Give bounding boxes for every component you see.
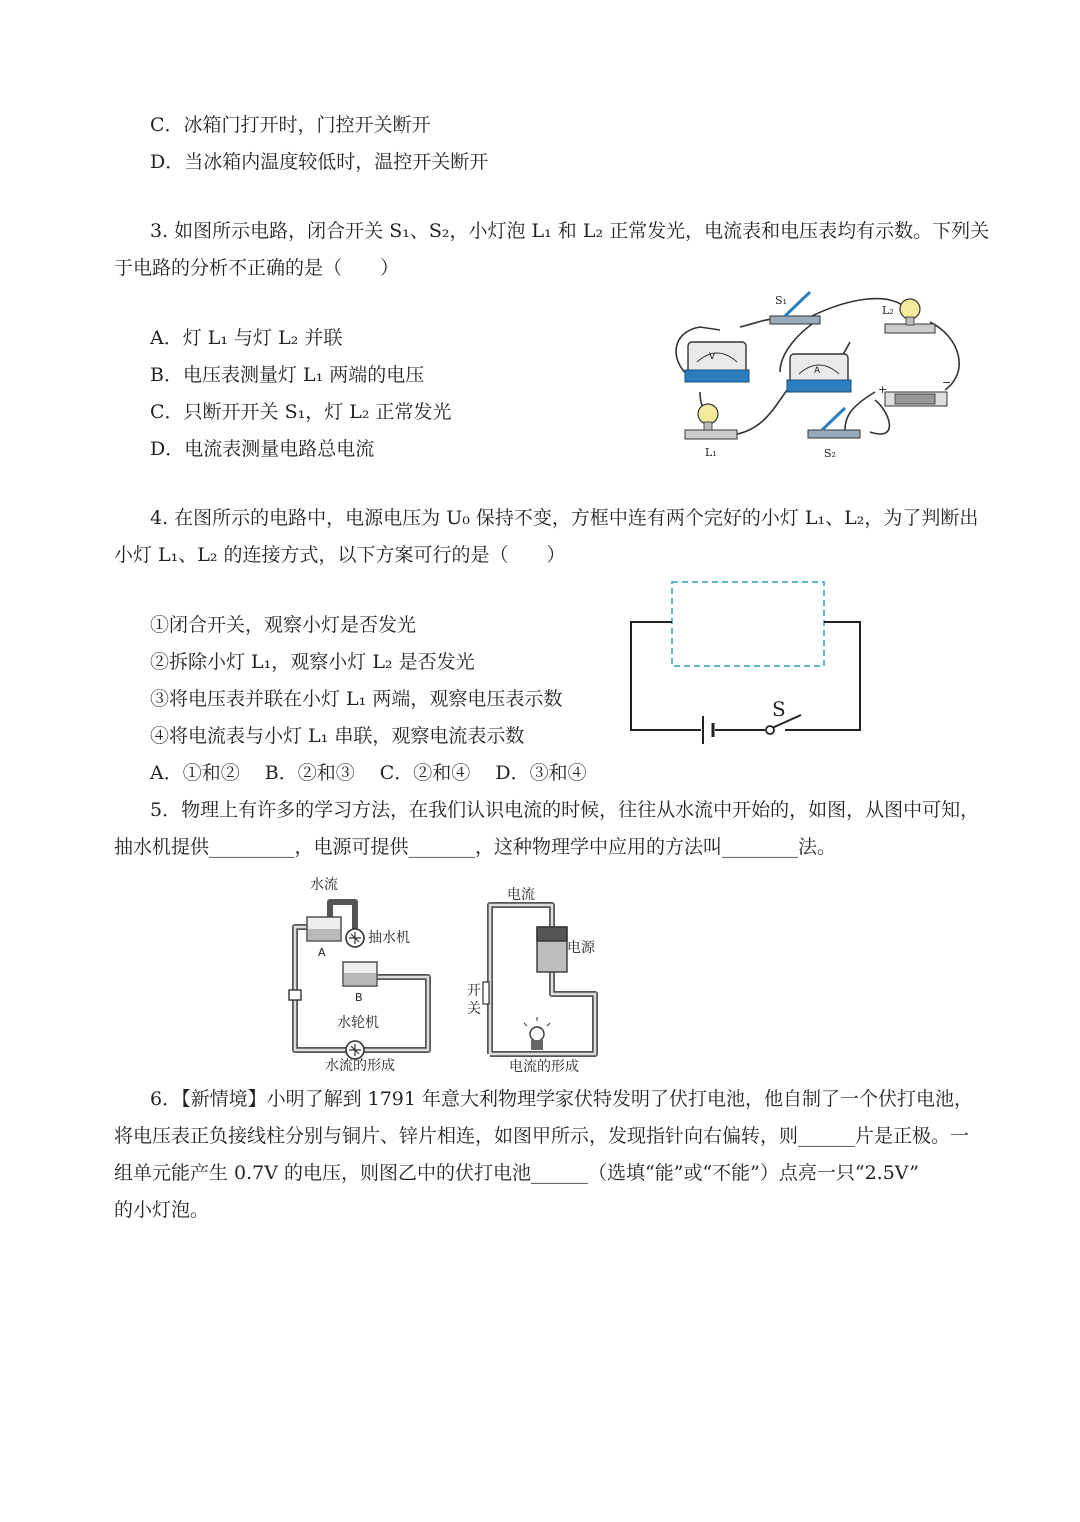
q4-item-2: ②拆除小灯 L₁，观察小灯 L₂ 是否发光: [150, 651, 475, 673]
q4-item-1: ①闭合开关，观察小灯是否发光: [150, 614, 417, 636]
q3-circuit-figure: [660, 282, 970, 467]
switch-label-bottom: 关: [467, 1001, 481, 1017]
switch-icon: [483, 982, 489, 1004]
voltmeter-label: V: [709, 352, 716, 362]
bulb-icon: [524, 1017, 550, 1050]
q3-option-b: B．电压表测量灯 L₁ 两端的电压: [150, 364, 425, 386]
valve-icon: [289, 990, 301, 1000]
current-caption: 电流的形成: [509, 1059, 579, 1075]
current-label: 电流: [507, 887, 535, 903]
label-l1: L₁: [705, 446, 717, 459]
q6-line2: 将电压表正负接线柱分别与铜片、锌片相连，如图甲所示，发现指针向右偏转，则______片是正极。一: [114, 1125, 970, 1147]
switch-label-top: 开: [467, 983, 481, 999]
q2-option-c: C．冰箱门打开时，门控开关断开: [150, 114, 431, 136]
q6-line1: 6．【新情境】小明了解到 1791 年意大利物理学家伏特发明了伏打电池，他自制了一个伏打电池，: [150, 1088, 974, 1110]
source-label: 电源: [567, 940, 595, 956]
pump-label: 抽水机: [368, 930, 410, 946]
lamp-l1-icon: [685, 404, 737, 459]
battery-symbol: [703, 716, 713, 744]
q6-line3: 组单元能产生 0.7V 的电压，则图乙中的伏打电池______（选填“能”或“不能”）点亮一只“2.5V”: [114, 1162, 919, 1184]
label-s2: S₂: [824, 447, 836, 460]
lamp-l2-icon: [882, 299, 935, 333]
battery-icon: [878, 376, 951, 406]
container-b-label: B: [355, 991, 363, 1004]
current-flow-figure: [462, 872, 612, 1077]
q6-line4: 的小灯泡。: [114, 1199, 210, 1221]
ammeter-icon: [787, 354, 851, 392]
switch-s2-icon: [808, 408, 860, 460]
switch-label: S: [772, 697, 786, 721]
q4-item-4: ④将电流表与小灯 L₁ 串联，观察电流表示数: [150, 725, 525, 747]
q3-option-c: C．只断开开关 S₁，灯 L₂ 正常发光: [150, 401, 452, 423]
switch-contact: [766, 726, 774, 734]
q3-stem-line1: 3. 如图所示电路，闭合开关 S₁、S₂，小灯泡 L₁ 和 L₂ 正常发光，电流表和电压表均有示数。下列关: [150, 220, 990, 242]
q5-stem-line2: 抽水机提供_________，电源可提供_______，这种物理学中应用的方法叫________法。: [114, 836, 837, 858]
q4-stem-line1: 4. 在图所示的电路中，电源电压为 U₀ 保持不变，方框中连有两个完好的小灯 L₁、L₂，为了判断出: [150, 507, 979, 529]
label-l2: L₂: [882, 304, 894, 317]
water-flow-figure: [285, 872, 445, 1077]
water-flow-label: 水流: [310, 877, 338, 893]
q2-option-d: D．当冰箱内温度较低时，温控开关断开: [150, 151, 489, 173]
voltmeter-icon: [685, 342, 749, 382]
q5-stem-line1: 5．物理上有许多的学习方法，在我们认识电流的时候，往往从水流中开始的，如图，从图中可知，: [150, 799, 980, 821]
q3-option-d: D．电流表测量电路总电流: [150, 438, 375, 460]
water-caption: 水流的形成: [325, 1058, 395, 1074]
container-a-label: A: [318, 946, 326, 959]
battery-minus: −: [942, 376, 952, 389]
q4-stem-line2: 小灯 L₁、L₂ 的连接方式，以下方案可行的是（ ）: [114, 544, 566, 566]
battery-cell-icon: [537, 927, 567, 972]
turbine-label: 水轮机: [337, 1015, 379, 1031]
battery-plus: +: [878, 383, 888, 396]
q3-option-a: A．灯 L₁ 与灯 L₂ 并联: [150, 327, 343, 349]
q4-circuit-figure: [625, 575, 870, 750]
dashed-box: [672, 582, 824, 666]
q4-item-3: ③将电压表并联在小灯 L₁ 两端，观察电压表示数: [150, 688, 563, 710]
label-s1: S₁: [775, 294, 787, 307]
switch-s1-icon: [770, 292, 820, 324]
q4-options: A．①和② B．②和③ C．②和④ D．③和④: [150, 762, 587, 784]
ammeter-label: A: [814, 366, 821, 376]
q3-stem-line2: 于电路的分析不正确的是（ ）: [114, 257, 400, 279]
